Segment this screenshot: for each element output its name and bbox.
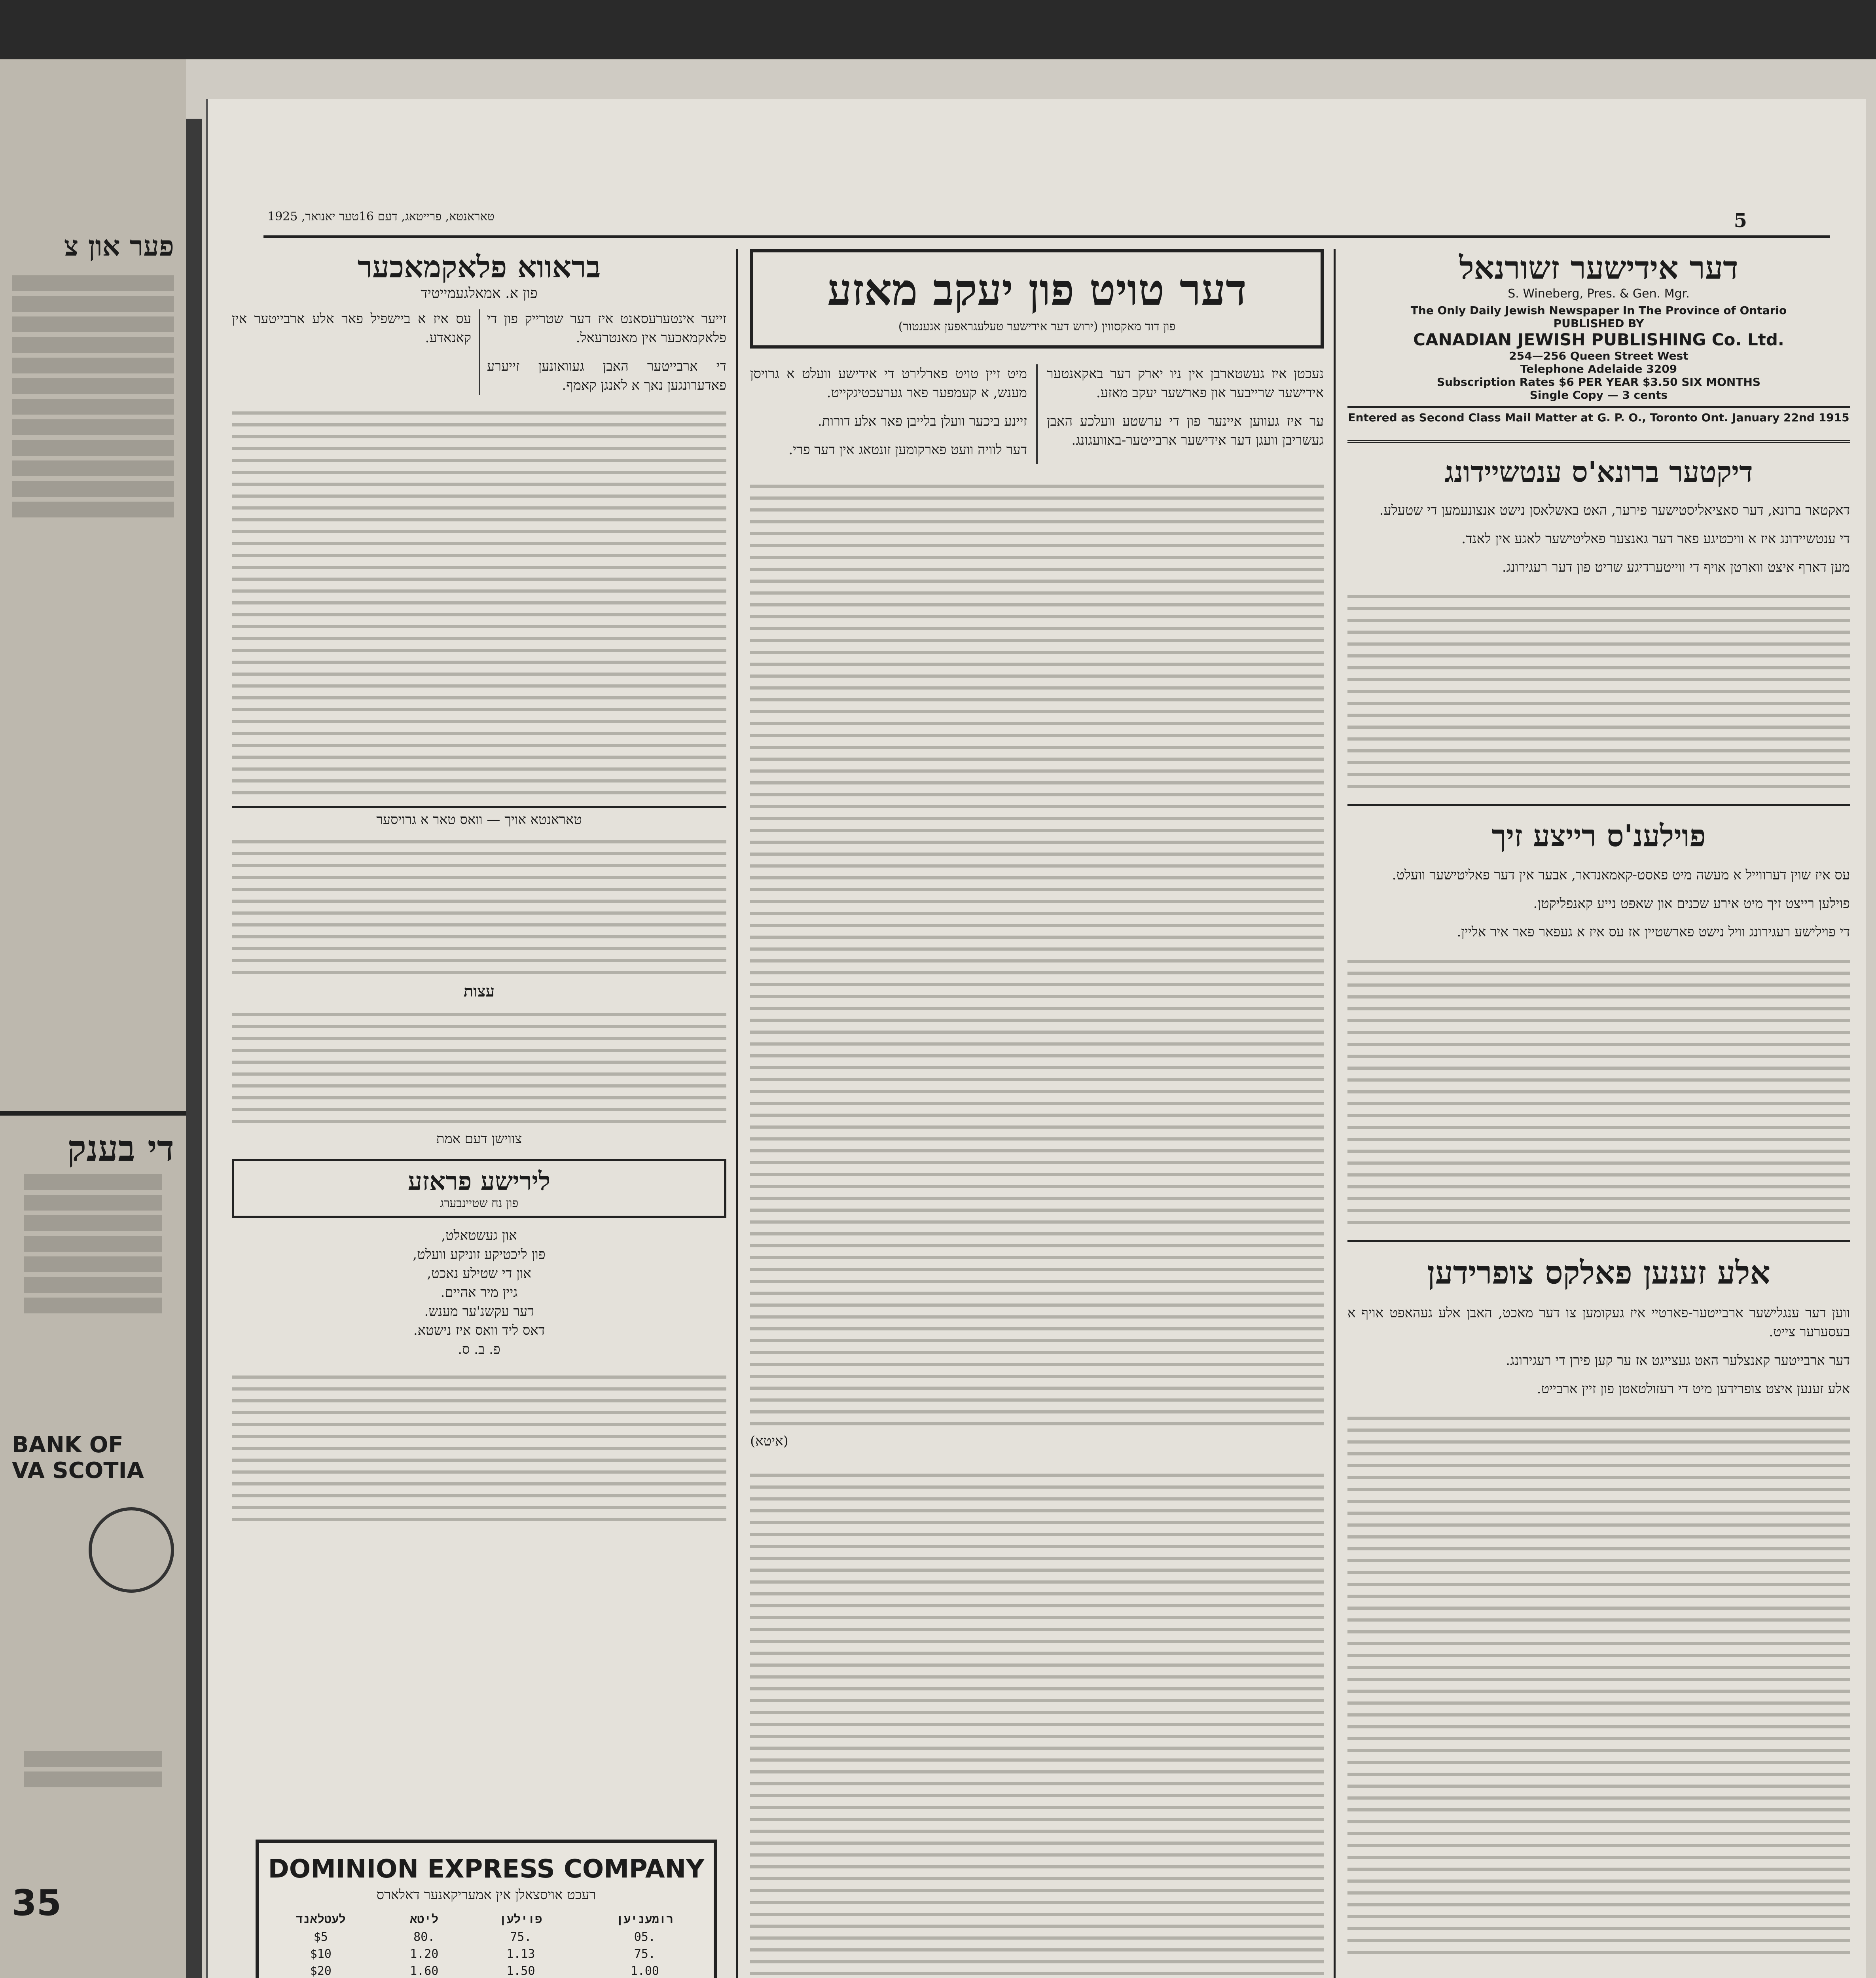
feature-para: נעכטן איז געשטארבן אין ניו יארק דער באקאנטער אידישער שרייבער און פארשער יעקב מאזע. bbox=[1047, 366, 1324, 401]
table-cell: .75 bbox=[634, 1947, 656, 1961]
column-article-para: עס איז א ביישפיל פאר אלע ארבייטער אין קאנאדע. bbox=[232, 311, 471, 346]
table-cell: 1.00 bbox=[630, 1964, 659, 1978]
masthead bbox=[1347, 249, 1850, 424]
date-line: טאראנטא, פרייטאג, דעם 16טער יאנואר, 1925 bbox=[267, 210, 495, 224]
table-cell: $5 bbox=[313, 1930, 328, 1944]
table-cell: .05 bbox=[634, 1930, 656, 1944]
left-column bbox=[232, 249, 726, 1978]
editorial-2-para: פוילען רייצט זיך מיט אירע שכנים און שאפט נייע קאנפליקטן. bbox=[1533, 896, 1850, 911]
table-header: רומעניען bbox=[616, 1912, 673, 1926]
table-cell: $20 bbox=[310, 1964, 332, 1978]
editorial-1-para: די ענטשיידונג איז א וויכטיגע פאר דער גאנצער פאליטישער לאגע אין לאנד. bbox=[1461, 531, 1850, 547]
editorial-2-para: די פוילישע רעגירונג וויל נישט פארשטיין אז עס איז א געפאר פאר איר אליין. bbox=[1457, 924, 1850, 940]
table-cell: $10 bbox=[310, 1947, 332, 1961]
editorial-1-para: מען דארף איצט ווארטן אויף די ווייטערדיגע שריט פון דער רעגירונג. bbox=[1502, 559, 1850, 575]
masthead-address: 254—256 Queen Street West bbox=[1509, 349, 1688, 362]
editorial-2 bbox=[1347, 804, 1850, 1228]
editorial-2-headline: פוילענ'ס רייצע זיך bbox=[1491, 818, 1706, 853]
table-cell: .80 bbox=[413, 1930, 435, 1944]
feature-article bbox=[750, 249, 1324, 1978]
column-article-byline: פון א. אמאלגעמייטיד bbox=[421, 285, 538, 301]
page-gutter bbox=[186, 119, 202, 1978]
table-cell: 1.50 bbox=[506, 1964, 535, 1978]
feature-para: דער לוויה וועט פארקומען זונטאג אין דער פרי. bbox=[788, 442, 1027, 458]
feature-para: זיינע ביכער וועלן בלייבן פאר אלע דורות. bbox=[817, 413, 1027, 429]
masthead-entered: Entered as Second Class Mail Matter at G. P. O., Toronto Ont. January 22nd 1915 bbox=[1347, 406, 1850, 424]
editorial-3-para: אלע זענען איצט צופרידען מיט די רעזולטאטן פון זיין ארבייט. bbox=[1537, 1381, 1850, 1397]
masthead-rates: Subscription Rates $6 PER YEAR $3.50 SIX MONTHS bbox=[1436, 375, 1761, 388]
bleed-ad-heading: די בענק bbox=[67, 1127, 174, 1169]
editorial-3-para: דער ארבייטער קאנצלער האט געצייגט אז ער קען פירן די רעגירונג. bbox=[1506, 1353, 1850, 1368]
feature-headline-box bbox=[750, 249, 1324, 349]
table-row bbox=[259, 1946, 714, 1963]
masthead-single-copy: Single Copy — 3 cents bbox=[1529, 388, 1668, 402]
table-body bbox=[259, 1929, 714, 1978]
feature-headline: דער טויט פון יעקב מאזע bbox=[827, 264, 1247, 315]
editorial-3 bbox=[1347, 1240, 1850, 1962]
editorial-1-para: דאקטאר ברונא, דער סאציאליסטישער פירער, האט באשלאסן נישט אנצונעמען די שטעלע. bbox=[1379, 502, 1850, 518]
table-cell: 1.60 bbox=[410, 1964, 439, 1978]
table-cell: 1.20 bbox=[410, 1947, 439, 1961]
poem-line: און געשטאלט, bbox=[441, 1228, 517, 1243]
poem-line: דאס ליד וואס איז נישטא. bbox=[413, 1322, 545, 1338]
newspaper-page bbox=[206, 99, 1866, 1978]
page-number: 5 bbox=[1734, 210, 1747, 232]
previous-page-bleed bbox=[0, 198, 186, 1978]
poem-line: גיין מיר אהיים. bbox=[440, 1285, 518, 1300]
table-row bbox=[259, 1963, 714, 1978]
masthead-title: דער אידישער זשורנאל bbox=[1459, 249, 1738, 286]
column-article-para: די ארבייטער האבן געוואונען זייערע פאדערונגען נאך א לאנגן קאמף. bbox=[487, 358, 726, 393]
bleed-number: 35 bbox=[12, 1882, 62, 1924]
bleed-heading: פער און צ bbox=[64, 229, 174, 262]
column-rule bbox=[736, 249, 738, 1978]
editorial-3-headline: אלע זענען פאלקס צופרידען bbox=[1427, 1254, 1770, 1291]
column-rule bbox=[1334, 249, 1336, 1978]
column-article-para: זייער אינטערעסאנט איז דער שטרייק פון די פלאקמאכער אין מאנטרעאל. bbox=[487, 311, 726, 346]
feature-para: ער איז געווען איינער פון די ערשטע וועלכע האבן געשריבן וועגן דער אידישער ארבייטער-באוועגונג. bbox=[1047, 413, 1324, 448]
editorial-2-para: עס איז שוין דערווייל א מעשה מיט פאסט-קאמאנדאר, אבער אין דער פאליטישער וועלט. bbox=[1392, 867, 1850, 883]
ad-title: DOMINION EXPRESS COMPANY bbox=[268, 1855, 705, 1884]
feature-signoff: (איטא) bbox=[750, 1433, 788, 1449]
column-article-section: צווישן דעם אמת bbox=[436, 1131, 522, 1147]
feature-byline: פון דוד מאקסווין (ירוש דער אידישער טעלעגראפען אגענטור) bbox=[898, 320, 1176, 333]
bank-seal-icon bbox=[89, 1507, 174, 1593]
folio-rule bbox=[263, 235, 1830, 238]
table-row bbox=[259, 1929, 714, 1946]
table-header: ליטא bbox=[410, 1912, 439, 1926]
masthead-tagline: The Only Daily Jewish Newspaper In The Province of Ontario bbox=[1410, 304, 1787, 317]
masthead-company: CANADIAN JEWISH PUBLISHING Co. Ltd. bbox=[1413, 330, 1784, 349]
ad-subtitle: רעכט אויסצאלן אין אמעריקאנער דאלארס bbox=[376, 1887, 596, 1903]
editorial-column bbox=[1347, 249, 1850, 1978]
editorial-1-headline: דיקטער ברונא'ס ענטשיידונג bbox=[1444, 455, 1753, 489]
poem-headline: לירישע פראזע bbox=[407, 1167, 551, 1196]
scan-top-edge bbox=[0, 0, 1876, 59]
poem-byline: פון נח שטיינבערג bbox=[440, 1196, 519, 1210]
table-header: פוילען bbox=[499, 1912, 542, 1926]
poem-header bbox=[232, 1159, 726, 1218]
feature-para: מיט זיין טויט פארלירט די אידישע וועלט א גרויסן מענש, א קעמפער פאר גערעכטיגקייט. bbox=[750, 366, 1027, 401]
poem-line: און די שטילע נאכט, bbox=[427, 1266, 531, 1281]
column-article-subhead: טאראנטא אויך — וואס טאר א גרויסער bbox=[232, 806, 726, 828]
poem-line: דער עקשנ'ער מענש. bbox=[424, 1304, 534, 1319]
editorial-3-para: ווען דער ענגלישער ארבייטער-פארטיי איז געקומען צו דער מאכט, האבן אלע געהאפט אויף א בעסערער צייט. bbox=[1347, 1305, 1850, 1340]
masthead-published-by: PUBLISHED BY bbox=[1553, 317, 1644, 330]
poem-line: פ. ב. ס. bbox=[458, 1341, 500, 1357]
masthead-publisher: S. Wineberg, Pres. & Gen. Mgr. bbox=[1508, 287, 1690, 301]
table-cell: .75 bbox=[510, 1930, 532, 1944]
exchange-rate-table bbox=[259, 1911, 714, 1978]
bleed-bank-name-2: VA SCOTIA bbox=[12, 1458, 144, 1484]
column-article-section: עצות bbox=[463, 982, 495, 1000]
column-article-headline: בראווא פלאקמאכער bbox=[357, 249, 601, 284]
masthead-phone: Telephone Adelaide 3209 bbox=[1520, 362, 1677, 375]
table-header: לעטלאנד bbox=[296, 1912, 346, 1926]
poem-line: פון ליכטיקע זוניקע וועלט, bbox=[413, 1247, 546, 1262]
table-cell: 1.13 bbox=[506, 1947, 535, 1961]
dominion-express-ad bbox=[256, 1840, 717, 1978]
bleed-bank-name: BANK OF bbox=[12, 1432, 123, 1458]
editorial-1 bbox=[1347, 440, 1850, 792]
